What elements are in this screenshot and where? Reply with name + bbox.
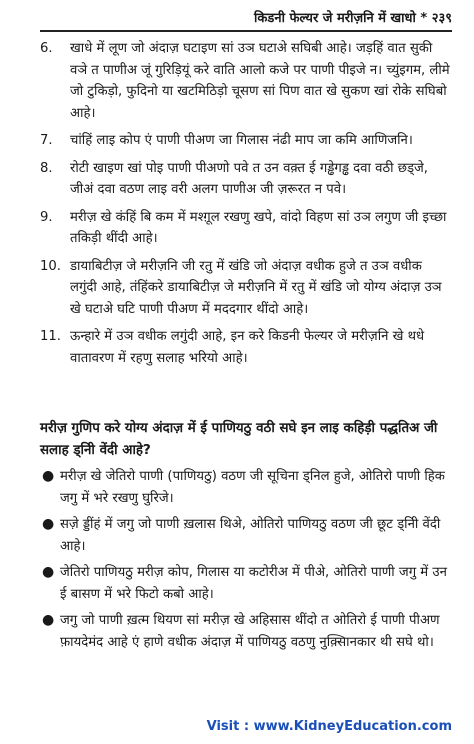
list-item bbox=[40, 38, 452, 124]
bullet-text: सज़े ड्डींहं में जगु जो पाणी ख़लास थिअे, ओतिरो पाणियठु वठण जी छूट ड्निी वेंदी आहे। bbox=[60, 517, 441, 554]
bullet-icon: ● bbox=[42, 612, 55, 628]
list-number: 7. bbox=[40, 133, 53, 148]
bullet-text: जगु जो पाणी ख़त्म थियण सां मरीज़ खे अहिसास थींदो त ओतिरो ई पाणी पीअण फ़ायदेमंद आहे एं हाणे वधीक अंदाज़ में पाणियठु वठणु नुक़्सिानकार थी सघे थो। bbox=[60, 613, 440, 650]
list-text: चांहिं लाइ कोप एं पाणी पीअण जा गिलास नंढी माप जा कमि आणिजनि। bbox=[70, 133, 413, 148]
bullet-text: मरीज़ खे जेतिरो पाणी (पाणियठु) वठण जी सूचिना ड्निल हुजे, ओतिरो पाणी हिक जगु में भरे रखणु घुरिजे। bbox=[60, 469, 445, 506]
bullet-item bbox=[40, 514, 452, 557]
footer-link[interactable]: Visit : www.KidneyEducation.com bbox=[206, 719, 452, 734]
bullet-item bbox=[40, 610, 452, 653]
list-text: ऊन्हारे में उञ वधीक लगुंदी आहे, इन करे किडनी फेल्यर जे मरीज़नि खे थधे वातावरण में रहणु सलाह भरियो आहे। bbox=[70, 329, 425, 366]
list-item bbox=[40, 256, 452, 321]
list-number: 9. bbox=[40, 209, 53, 225]
bullet-icon: ● bbox=[42, 468, 55, 484]
section-heading: मरीज़ गुणिप करे योग्य अंदाज़ में ई पाणियठु वठी सघे इन लाइ कहिड़ी पद्धतिअ जी सलाह ड्निी वेंदी आहे? bbox=[40, 421, 438, 458]
list-number: 11. bbox=[40, 329, 61, 344]
bullet-text: जेतिरो पाणियठु मरीज़ कोप, गिलास या कटोरीअ में पीअे, ओतिरो पाणी जगु में उन ई बासण में भरे फिटो कबो आहे। bbox=[60, 565, 447, 602]
list-text: खाधे में लूण जो अंदाज़ घटाइण सां उञ घटाअे सघिबी आहे। जड़हिं वात सुकी वञे त पाणीअ जूं गुरिड़ियूं करे वाति आलो कजे पर पाणी पीइजे न। च्युंइगम, लीमे जो टुकिड़ो, फुदिनो या खटमिठिड़ो चूसण सां पिण वात खे सुकण खां रोके सघिबो आहे। bbox=[70, 41, 450, 121]
list-number: 8. bbox=[40, 160, 53, 176]
list-text: डायाबिटीज़ जे मरीज़नि जी रतु में खंडि जो अंदाज़ वधीक हुजे त उञ वधीक लगुंदी आहे, तंहिंकरे डायाबिटीज़ जे मरीज़नि में रतु में खंडि जो योग्य अंदाज़ उञ खे घटाअे घटि पाणी पीअण में मददगार थींदो आहे। bbox=[70, 258, 442, 317]
list-number: 6. bbox=[40, 41, 53, 56]
list-item bbox=[40, 130, 452, 152]
list-text: रोटी खाइण खां पोइ पाणी पीअणो पवे त उन वक़्त ई गड्ढेगड्ढ दवा वठी छड्जे, जीअं दवा वठण लाइ वरी अलग पाणीअ जी ज़रूरत न पवे। bbox=[70, 160, 428, 197]
bullet-item bbox=[40, 562, 452, 605]
list-item bbox=[40, 158, 452, 201]
page-header: किडनी फेल्यर जे मरीज़नि में खाधो * २३९ bbox=[254, 11, 452, 26]
bullet-item bbox=[40, 466, 452, 509]
numbered-list bbox=[40, 38, 452, 375]
header-divider bbox=[40, 30, 452, 32]
list-item bbox=[40, 326, 452, 369]
bullet-icon: ● bbox=[42, 516, 55, 532]
bullet-list bbox=[40, 466, 452, 658]
list-number: 10. bbox=[40, 258, 61, 274]
list-item bbox=[40, 207, 452, 250]
bullet-icon: ● bbox=[42, 564, 55, 580]
list-text: मरीज़ खे कंहिं बि कम में मश्ग़ूल रखणु खपे, वांदो विहण सां उञ लगुण जी इच्छा तकिड़ी थींदी आहे। bbox=[70, 209, 447, 246]
